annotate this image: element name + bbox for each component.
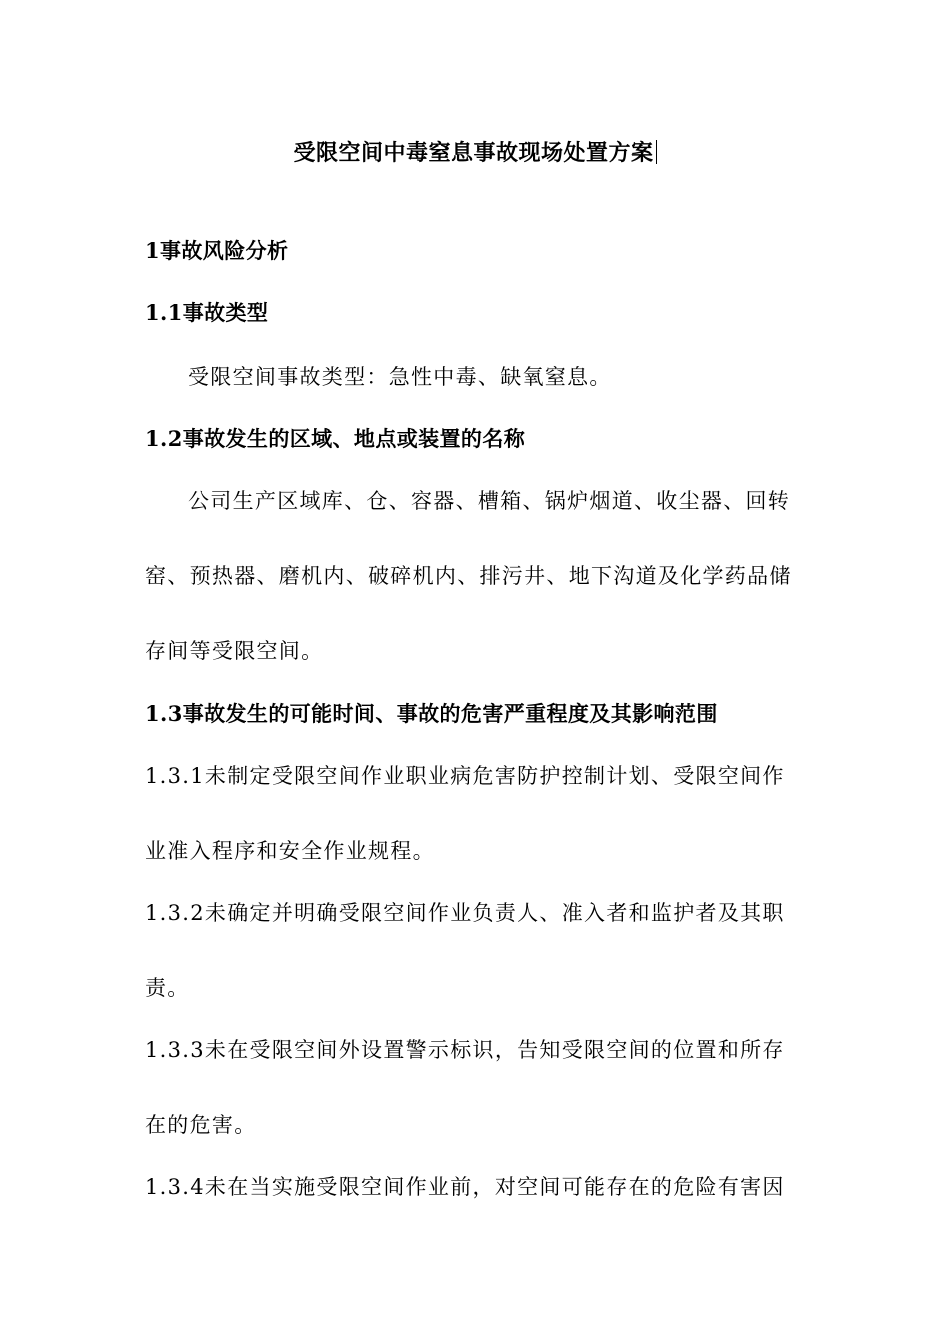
paragraph-line: 窑、预热器、磨机内、破碎机内、排污井、地下沟道及化学药品储	[145, 564, 792, 588]
paragraph-line: 1.3.3未在受限空间外设置警示标识，告知受限空间的位置和所存	[145, 1038, 785, 1062]
heading-1: 1事故风险分析	[145, 238, 289, 263]
paragraph-line: 责。	[145, 976, 190, 1000]
paragraph-line: 1.3.1未制定受限空间作业职业病危害防护控制计划、受限空间作	[145, 764, 785, 788]
paragraph-line: 1.3.2未确定并明确受限空间作业负责人、准入者和监护者及其职	[145, 901, 785, 925]
heading-1-3: 1.3事故发生的可能时间、事故的危害严重程度及其影响范围	[145, 701, 718, 726]
heading-1-1: 1.1事故类型	[145, 300, 269, 325]
paragraph-line: 1.3.4未在当实施受限空间作业前，对空间可能存在的危险有害因	[145, 1175, 785, 1199]
paragraph-line: 公司生产区域库、仓、容器、槽箱、锅炉烟道、收尘器、回转	[188, 489, 791, 513]
text-cursor	[656, 140, 657, 164]
paragraph-line: 业准入程序和安全作业规程。	[145, 839, 435, 863]
paragraph-line: 受限空间事故类型：急性中毒、缺氧窒息。	[188, 365, 612, 389]
paragraph-line: 在的危害。	[145, 1113, 257, 1137]
document-title	[0, 138, 950, 168]
heading-1-2: 1.2事故发生的区域、地点或装置的名称	[145, 426, 526, 451]
title-text: 受限空间中毒窒息事故现场处置方案	[293, 140, 654, 166]
paragraph-line: 存间等受限空间。	[145, 639, 324, 663]
